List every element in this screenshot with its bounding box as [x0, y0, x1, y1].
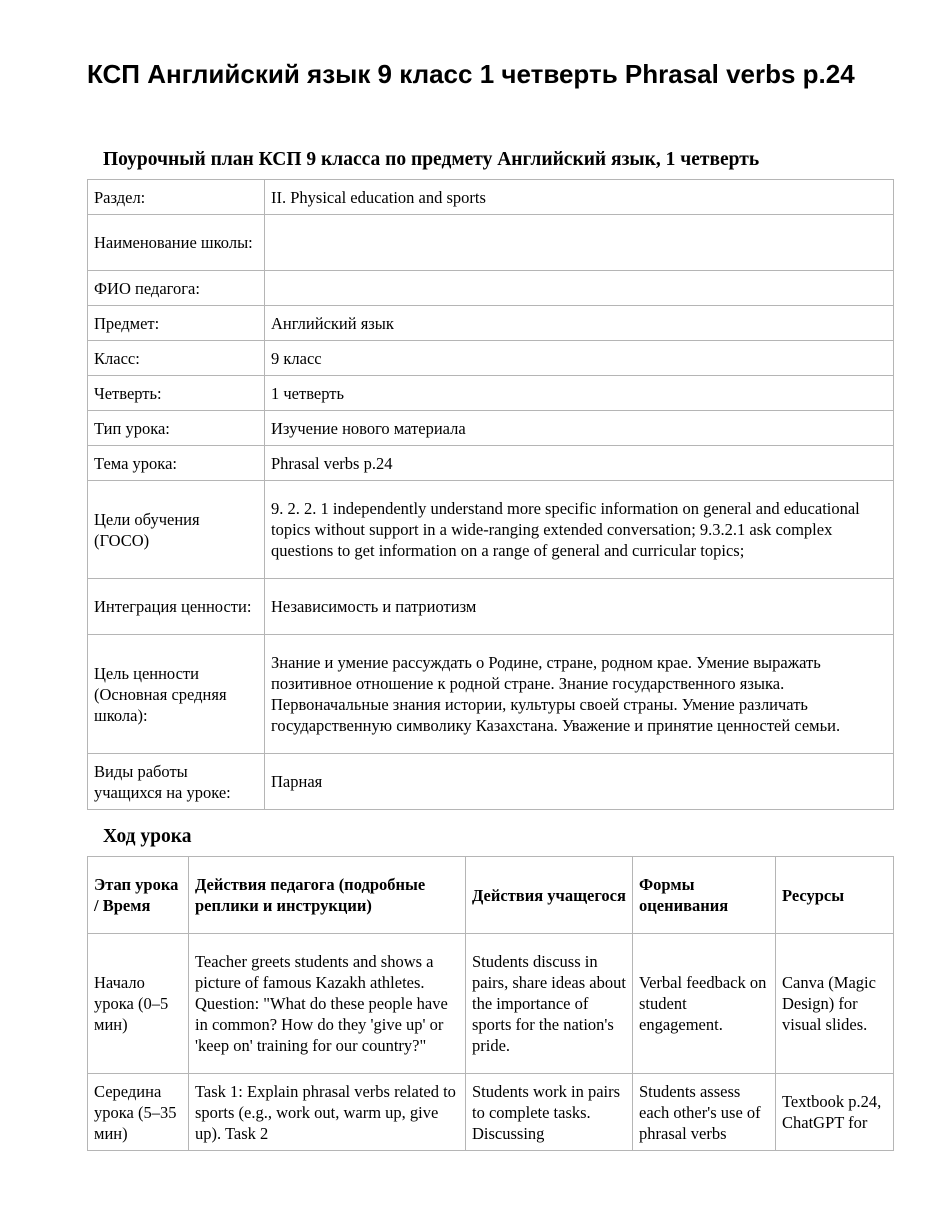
table-row [88, 376, 894, 411]
info-value: II. Physical education and sports [265, 180, 894, 215]
column-header-resources: Ресурсы [776, 857, 894, 934]
info-value: Phrasal verbs p.24 [265, 446, 894, 481]
stage-cell: Середина урока (5–35 мин) [88, 1074, 189, 1151]
info-value: Независимость и патриотизм [265, 579, 894, 635]
student-actions-cell: Students work in pairs to complete tasks. Discussing [466, 1074, 633, 1151]
page-title: КСП Английский язык 9 класс 1 четверть Phrasal verbs p.24 [87, 59, 855, 89]
info-value: Английский язык [265, 306, 894, 341]
lesson-flow-heading: Ход урока [103, 826, 192, 847]
lesson-flow-table [87, 856, 894, 1151]
assessment-cell: Students assess each other's use of phrasal verbs [633, 1074, 776, 1151]
table-row [88, 754, 894, 810]
info-value [265, 215, 894, 271]
table-row [88, 306, 894, 341]
info-value [265, 271, 894, 306]
table-row [88, 481, 894, 579]
resources-cell: Textbook p.24, ChatGPT for [776, 1074, 894, 1151]
table-row [88, 271, 894, 306]
table-row [88, 180, 894, 215]
info-label: Тема урока: [88, 446, 265, 481]
assessment-cell: Verbal feedback on student engagement. [633, 934, 776, 1074]
teacher-actions-cell: Task 1: Explain phrasal verbs related to sports (e.g., work out, warm up, give up). Task 2 [189, 1074, 466, 1151]
resources-cell: Canva (Magic Design) for visual slides. [776, 934, 894, 1074]
info-label: Цель ценности (Основная средняя школа): [88, 635, 265, 754]
column-header-assessment: Формы оценивания [633, 857, 776, 934]
table-row [88, 446, 894, 481]
info-value: Парная [265, 754, 894, 810]
info-label: Класс: [88, 341, 265, 376]
teacher-actions-cell: Teacher greets students and shows a picture of famous Kazakh athletes. Question: "What do these people have in common? How do they 'give up' or 'keep on' training for our country?" [189, 934, 466, 1074]
info-label: ФИО педагога: [88, 271, 265, 306]
info-value: 9 класс [265, 341, 894, 376]
info-label: Цели обучения (ГОСО) [88, 481, 265, 579]
column-header-teacher-actions: Действия педагога (подробные реплики и инструкции) [189, 857, 466, 934]
info-value: 1 четверть [265, 376, 894, 411]
table-row [88, 411, 894, 446]
info-label: Предмет: [88, 306, 265, 341]
info-value: Изучение нового материала [265, 411, 894, 446]
info-label: Четверть: [88, 376, 265, 411]
table-row [88, 1074, 894, 1151]
info-label: Виды работы учащихся на уроке: [88, 754, 265, 810]
student-actions-cell: Students discuss in pairs, share ideas about the importance of sports for the nation's pride. [466, 934, 633, 1074]
info-label: Интеграция ценности: [88, 579, 265, 635]
table-row [88, 215, 894, 271]
stage-cell: Начало урока (0–5 мин) [88, 934, 189, 1074]
plan-heading: Поурочный план КСП 9 класса по предмету Английский язык, 1 четверть [103, 149, 760, 170]
lesson-info-table [87, 179, 894, 810]
column-header-student-actions: Действия учащегося [466, 857, 633, 934]
info-value: Знание и умение рассуждать о Родине, стране, родном крае. Умение выражать позитивное отношение к родной стране. Знание государственного языка. Первоначальные знания истории, культуры своей страны. Умение различать государственную символику Казахстана. Уважение и принятие ценностей семьи. [265, 635, 894, 754]
column-header-stage: Этап урока / Время [88, 857, 189, 934]
info-label: Тип урока: [88, 411, 265, 446]
info-label: Раздел: [88, 180, 265, 215]
table-row [88, 341, 894, 376]
table-row [88, 934, 894, 1074]
info-value: 9. 2. 2. 1 independently understand more specific information on general and educational topics without support in a wide-ranging extended conversation; 9.3.2.1 ask complex questions to get information on a range of general and curricular topics; [265, 481, 894, 579]
table-row [88, 579, 894, 635]
table-row [88, 635, 894, 754]
table-header-row [88, 857, 894, 934]
info-label: Наименование школы: [88, 215, 265, 271]
